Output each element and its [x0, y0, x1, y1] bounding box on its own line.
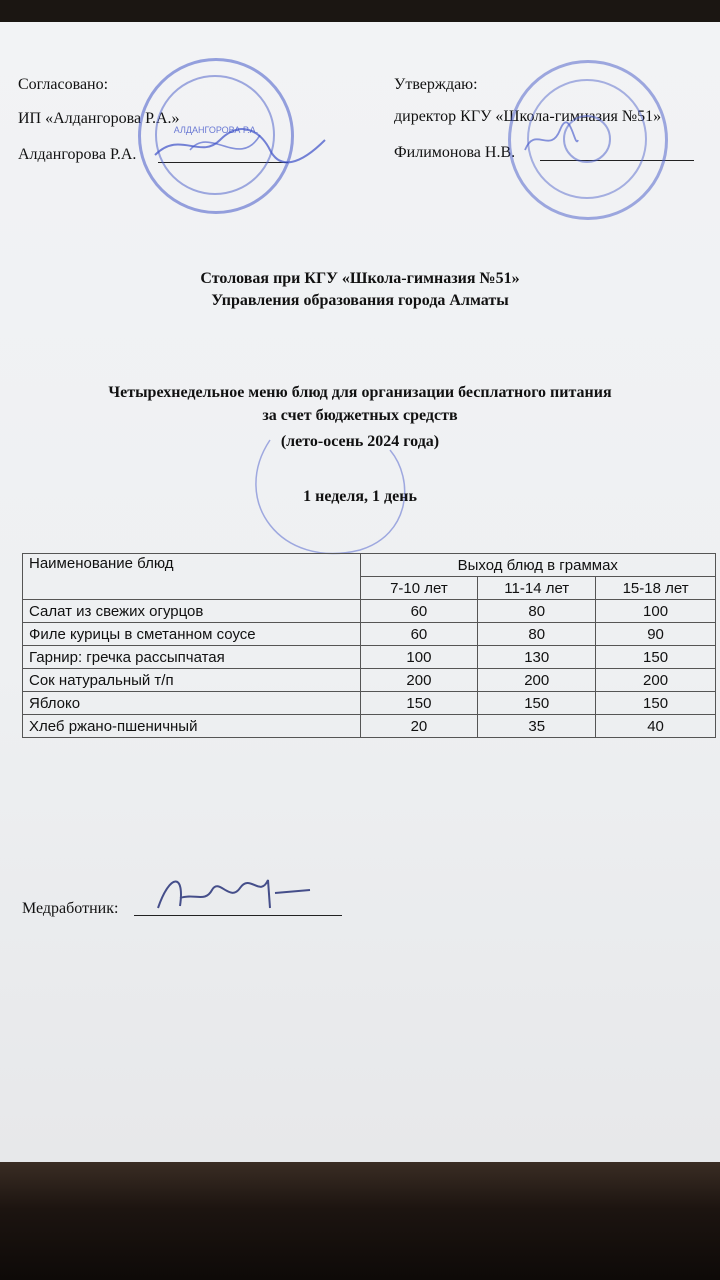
- title-line2: Управления образования города Алматы: [211, 292, 509, 309]
- dish-name: Яблоко: [23, 692, 361, 715]
- dish-value: 40: [596, 715, 716, 738]
- dish-value: 20: [360, 715, 478, 738]
- dish-name: Сок натуральный т/п: [23, 669, 361, 692]
- medworker-label: Медработник:: [22, 900, 119, 917]
- table-row: [23, 669, 716, 692]
- dish-value: 150: [360, 692, 478, 715]
- table-row: [23, 692, 716, 715]
- dish-value: 90: [596, 623, 716, 646]
- dish-value: 100: [360, 646, 478, 669]
- age-group-15-18: 15-18 лет: [596, 577, 716, 600]
- dish-value: 200: [360, 669, 478, 692]
- dish-value: 130: [478, 646, 596, 669]
- signature-left: [150, 110, 330, 180]
- menu-table: [22, 553, 716, 738]
- dish-value: 100: [596, 600, 716, 623]
- age-group-7-10: 7-10 лет: [360, 577, 478, 600]
- dish-value: 80: [478, 600, 596, 623]
- dish-value: 60: [360, 600, 478, 623]
- dish-name: Гарнир: гречка рассыпчатая: [23, 646, 361, 669]
- signature-right: [520, 120, 580, 160]
- table-header-row: [23, 554, 716, 577]
- subtitle-line1: Четырехнедельное меню блюд для организации бесплатного питания: [108, 384, 612, 401]
- stamp-left-text: АЛДАНГОРОВА Р.А.: [173, 125, 259, 135]
- table-row: [23, 623, 716, 646]
- approval-left-line1: ИП «Алдангорова Р.А.»: [18, 110, 180, 127]
- background-surface: [0, 1162, 720, 1280]
- dish-name: Филе курицы в сметанном соусе: [23, 623, 361, 646]
- age-group-11-14: 11-14 лет: [478, 577, 596, 600]
- dish-value: 200: [596, 669, 716, 692]
- dish-value: 60: [360, 623, 478, 646]
- dish-name: Хлеб ржано-пшеничный: [23, 715, 361, 738]
- table-row: [23, 715, 716, 738]
- table-row: [23, 646, 716, 669]
- dish-value: 150: [478, 692, 596, 715]
- dish-value: 200: [478, 669, 596, 692]
- dish-value: 150: [596, 692, 716, 715]
- medworker-signature: [150, 868, 320, 918]
- title-line1: Столовая при КГУ «Школа-гимназия №51»: [200, 270, 520, 287]
- dish-value: 35: [478, 715, 596, 738]
- approval-right-line2: Филимонова Н.В.: [394, 144, 516, 161]
- week-day-label: 1 неделя, 1 день: [303, 488, 417, 505]
- table-row: [23, 600, 716, 623]
- subtitle-line2: за счет бюджетных средств: [262, 407, 458, 424]
- header-output-grams: Выход блюд в граммах: [360, 554, 715, 577]
- approval-right-heading: Утверждаю:: [394, 76, 478, 93]
- approval-right-line1: директор КГУ «Школа-гимназия №51»: [394, 108, 662, 125]
- header-dish-name: Наименование блюд: [23, 554, 361, 600]
- dish-value: 80: [478, 623, 596, 646]
- approval-left-heading: Согласовано:: [18, 76, 109, 93]
- approval-left-line2: Алдангорова Р.А.: [18, 146, 137, 163]
- dish-name: Салат из свежих огурцов: [23, 600, 361, 623]
- dish-value: 150: [596, 646, 716, 669]
- subtitle-line3: (лето-осень 2024 года): [280, 433, 440, 450]
